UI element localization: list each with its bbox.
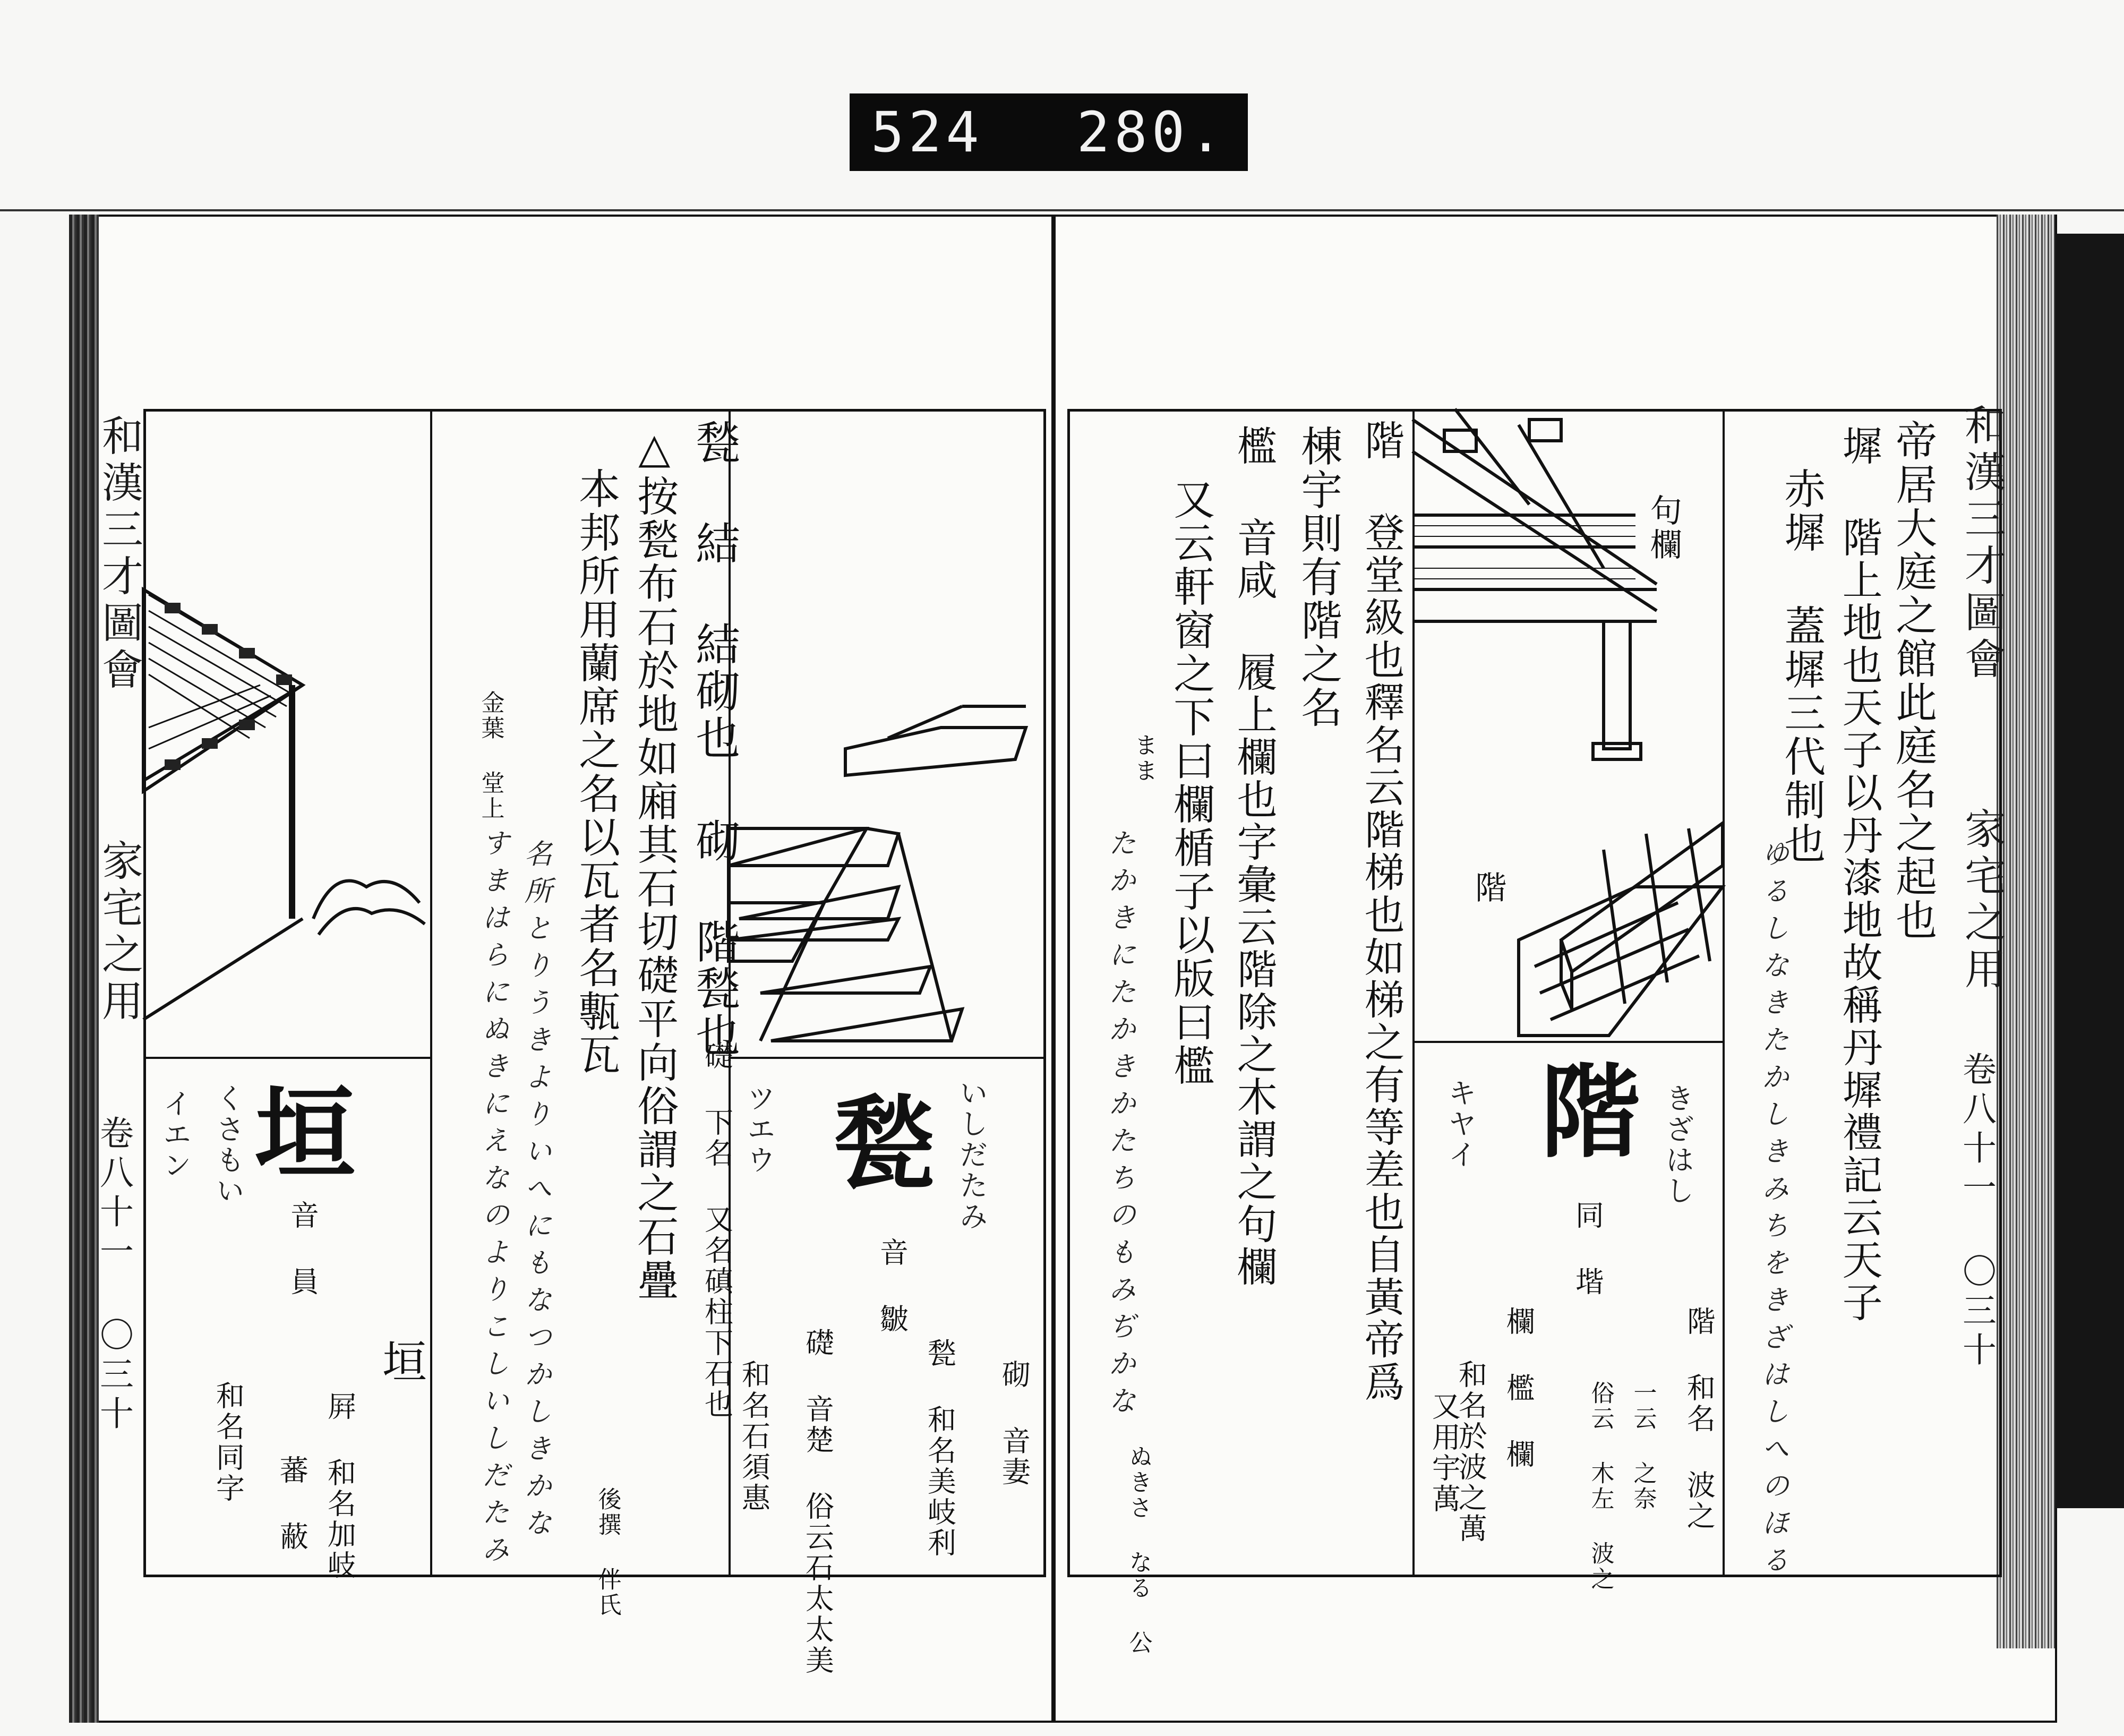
left-figure-bottom-1 [143,1057,430,1059]
left-body-col-6: 金葉 堂上 [477,690,504,822]
right-side-section: 家宅之用 [1958,807,2006,994]
kai-head-char: 階 [1540,1053,1641,1171]
tsu-on-kana: ツエウ [742,1083,776,1176]
right-body-col-6: 檻 音咸 履上欄也字彙云階除之木謂之句欄 [1230,425,1278,1288]
kai-text-1: 階 和名 波之 [1682,1306,1716,1532]
tsu-text-2: 甃 和名美岐利 [923,1338,957,1559]
right-body-col-8: まま [1130,733,1158,784]
right-divider-2 [1723,409,1725,1577]
heng-reading-note: 音 員 [286,1200,320,1297]
left-side-section: 家宅之用 [95,839,143,1026]
tsu-reading-note: 音 皺 [875,1237,909,1335]
kai-reading-note: 同 堦 [1571,1200,1605,1297]
right-body-col-2: 墀 階上地也天子以丹漆地故稱丹墀禮記云天子 [1836,425,1883,1324]
heng-text-1: 垣 [375,1338,427,1385]
left-body-col-5: 本邦所用蘭席之名以瓦者名甎瓦 [572,467,620,1077]
right-body-col-4: 階 登堂級也釋名云階梯也如梯之有等差也自黃帝爲 [1358,420,1406,1404]
tsu-text-4: 和名石須惠 [737,1359,771,1513]
left-body-col-3: 礎 下名 又名磌柱下石也 [700,1041,734,1420]
left-poem-attribution: 後撰 伴氏 [594,1487,621,1618]
left-body-col-1: 甃 結 結砌也 [688,420,741,762]
tsu-yomi-kana: いしだたみ [955,1078,989,1232]
tsu-head-char: 甃 [834,1085,935,1203]
book-cover-edge [2055,234,2124,1508]
catalog-label [850,93,1248,171]
kai-text-4: 欄 檻 欄 [1502,1306,1536,1470]
kai-text-5: 和名於波之萬 [1454,1359,1488,1544]
right-body-col-1: 帝居大庭之館此庭名之起也 [1889,420,1937,942]
left-body-col-4: △按甃布石於地如廂其石切礎平向俗謂之石疊 [630,425,679,1302]
right-side-title: 和漢三才圖會 [1958,404,2006,684]
left-divider-1 [430,409,432,1577]
left-figure-bottom-2 [729,1057,1046,1059]
right-body-col-7: 又云軒窗之下曰欄楯子以版曰檻 [1167,478,1215,1088]
right-poem-attribution: ぬきさ なる 公 [1125,1444,1152,1656]
fig-label-kouran: 句欄 [1645,494,1682,562]
kai-text-6: 又用宇萬 [1427,1391,1461,1515]
left-side-folio: 卷八十一 〇三十 [94,1115,133,1435]
right-body-col-3: 赤墀 蓋墀三代制也 [1777,467,1826,866]
right-side-folio: 卷八十一 〇三十 [1957,1051,1996,1371]
fence-illustration [143,409,430,1057]
left-side-title: 和漢三才圖會 [95,414,143,695]
scan-rule [0,209,2124,211]
right-figure-bottom [1412,1041,1723,1043]
paving-illustration [729,409,1046,1057]
fig-label-kai: 階 [1469,871,1507,905]
catalog-number-left: 524 [871,100,983,165]
left-poem-2: すまはらにぬきにえなのよりこしいしだたみ [477,828,509,1572]
left-poem-1: 名所とりうきよりいへにもなつかしきかな [519,839,552,1545]
heng-text-3: 蕃 蔽 [275,1455,309,1552]
heng-text-4: 和名同字 [211,1381,245,1504]
tsu-text-1: 砌 音妻 [997,1359,1031,1487]
tsu-text-3: 礎 音楚 俗云石太太美 [801,1328,835,1676]
heng-head-char: 垣 [255,1074,356,1193]
kai-text-2: 一云 之奈 [1629,1381,1657,1512]
kai-text-3: 俗云 木左 波之 [1587,1381,1614,1592]
right-body-col-5: 棟宇則有階之名 [1294,425,1342,730]
catalog-number-right: 280. [1076,100,1227,165]
heng-on-kana: イエン [158,1089,192,1181]
right-poem-2: たかきにたかきかたちのもみぢかな [1103,828,1136,1423]
kai-yomi-kana: きざはし [1661,1083,1695,1207]
heng-yomi-kana: くさもい [211,1083,245,1207]
left-body-col-2: 砌 階甃也 [688,818,741,1059]
heng-text-2: 屛 和名加岐 [323,1391,357,1581]
right-poem-1: ゆるしなきたかしきみちをきざはしへのほる [1757,839,1789,1583]
kai-on-kana: キヤイ [1443,1078,1477,1170]
